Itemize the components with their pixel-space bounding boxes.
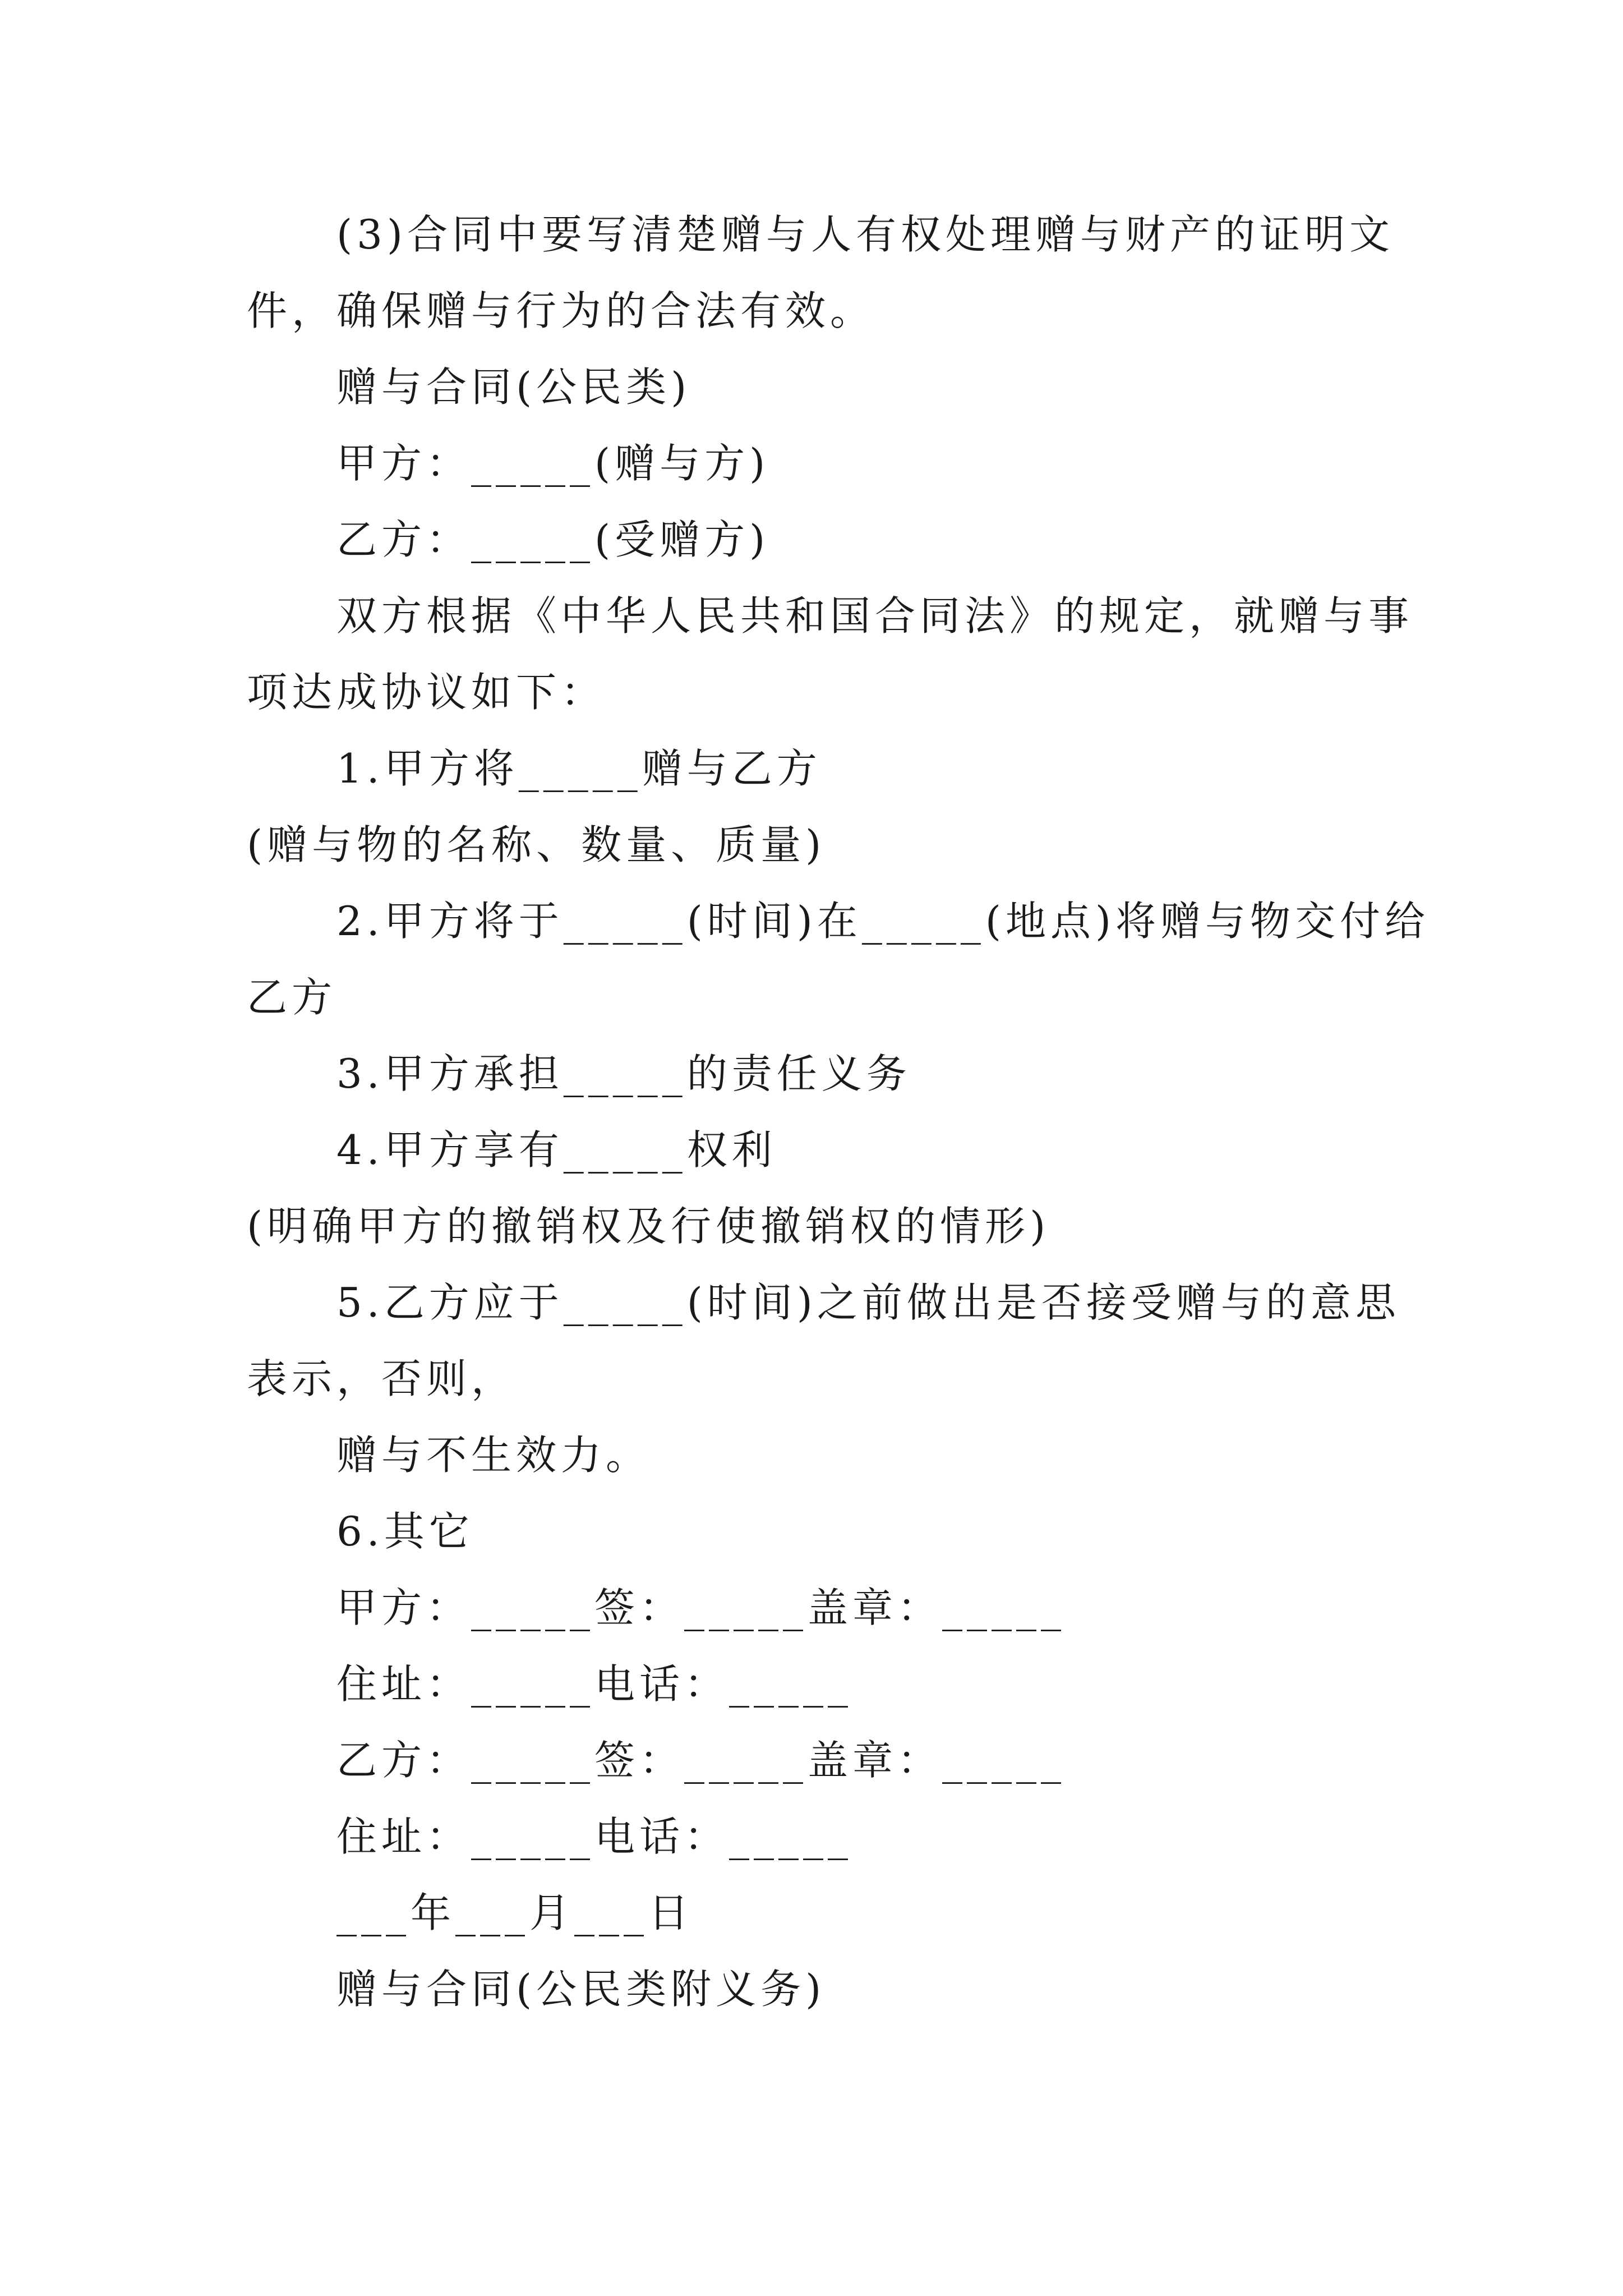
signature-party-b: 乙方：_____签：_____盖章：_____ xyxy=(336,1737,1066,1784)
party-b-line: 乙方：_____(受赠方) xyxy=(336,516,770,563)
address-party-a: 住址：_____电话：_____ xyxy=(336,1660,853,1708)
clause-note: (明确甲方的撤销权及行使撤销权的情形) xyxy=(247,1203,1050,1250)
date-line: ___年___月___日 xyxy=(336,1889,694,1936)
clause-note: (赠与物的名称、数量、质量) xyxy=(247,821,826,868)
paragraph-line: 赠与不生效力。 xyxy=(336,1432,651,1479)
signature-party-a: 甲方：_____签：_____盖章：_____ xyxy=(336,1584,1066,1631)
address-party-b: 住址：_____电话：_____ xyxy=(336,1813,853,1860)
clause-6: 6.其它 xyxy=(336,1508,474,1555)
paragraph-line: (3)合同中要写清楚赠与人有权处理赠与财产的证明文 xyxy=(336,211,1394,258)
clause-2: 2.甲方将于_____(时间)在_____(地点)将赠与物交付给 xyxy=(336,898,1430,945)
clause-5: 5.乙方应于_____(时间)之前做出是否接受赠与的意思 xyxy=(336,1279,1400,1326)
paragraph-line: 项达成协议如下： xyxy=(247,669,606,716)
party-a-line: 甲方：_____(赠与方) xyxy=(336,440,770,487)
clause-4: 4.甲方享有_____权利 xyxy=(336,1126,777,1174)
paragraph-line: 乙方 xyxy=(247,974,337,1021)
paragraph-line: 双方根据《中华人民共和国合同法》的规定，就赠与事 xyxy=(336,592,1414,639)
paragraph-line: 表示，否则， xyxy=(247,1355,517,1402)
clause-3: 3.甲方承担_____的责任义务 xyxy=(336,1050,911,1097)
section-title: 赠与合同(公民类附义务) xyxy=(336,1966,826,2013)
paragraph-line: 件，确保赠与行为的合法有效。 xyxy=(247,287,875,334)
clause-1: 1.甲方将_____赠与乙方 xyxy=(336,745,822,792)
section-title: 赠与合同(公民类) xyxy=(336,364,691,411)
